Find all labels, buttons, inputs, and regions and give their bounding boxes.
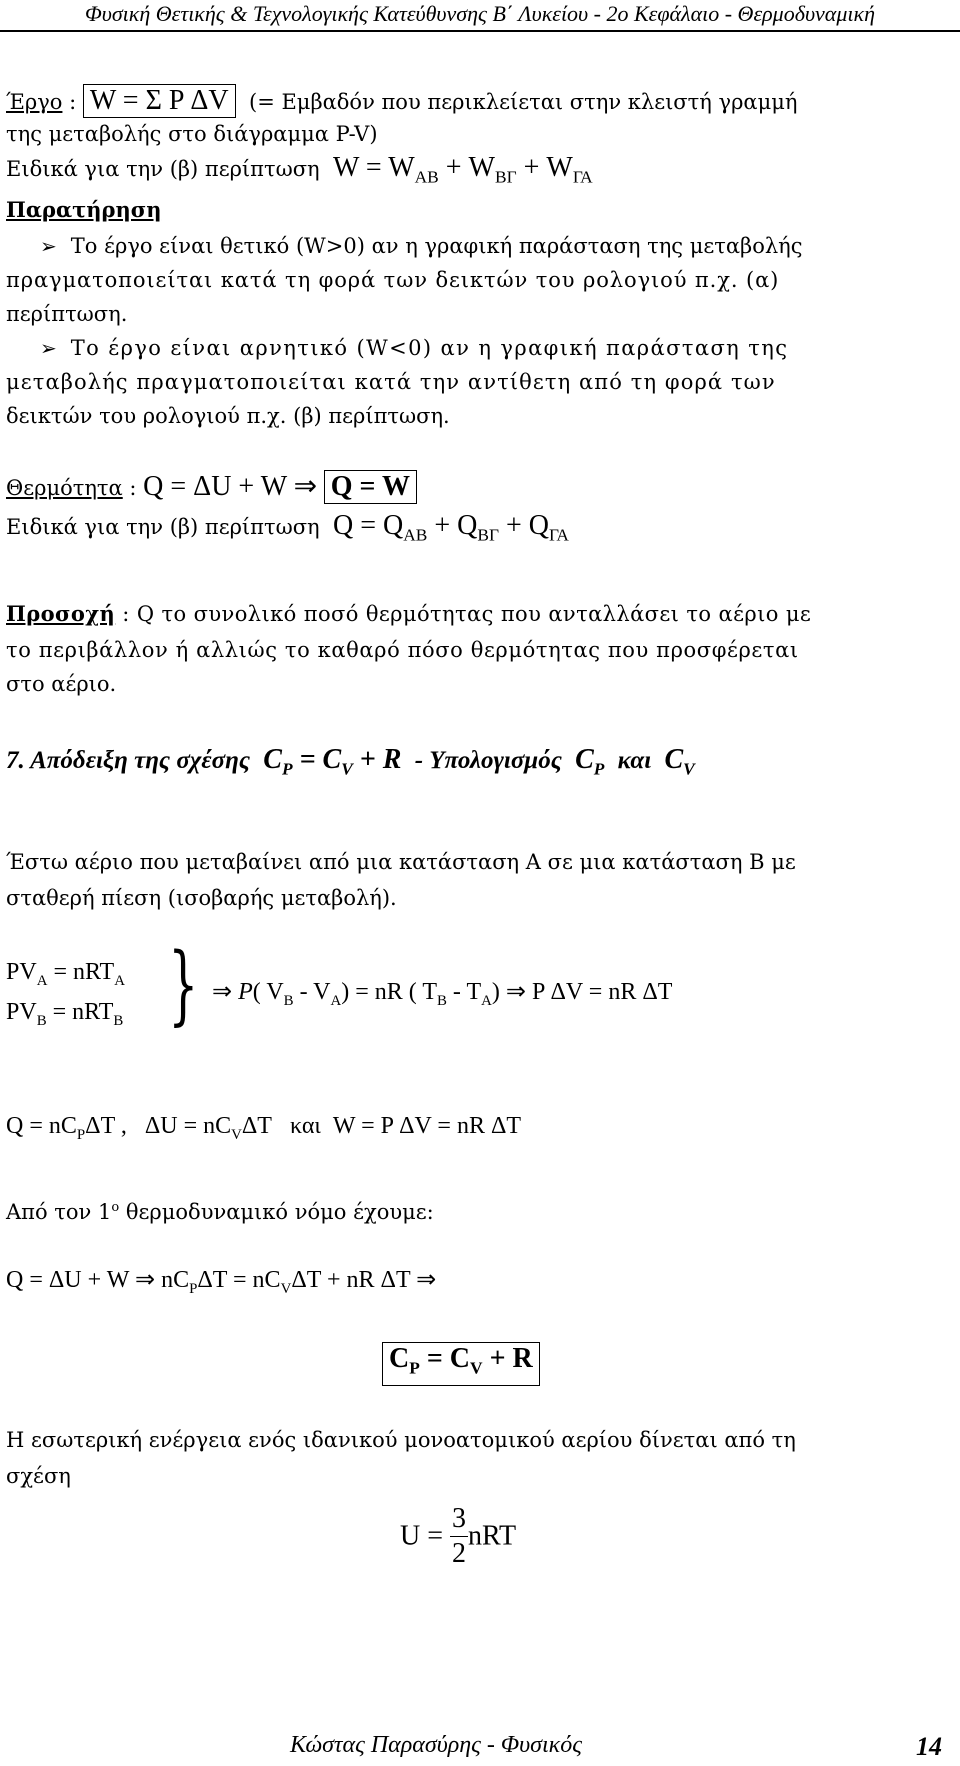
heat-case-b: Ειδικά για την (β) περίπτωση $Q = Q_{AB} + Q_{B\Gamma} + Q_{\Gamma A}$ [6, 510, 569, 545]
observation-b2-l3: δεικτών του ρολογιού π.χ. (β) περίπτωση. [6, 404, 450, 428]
heat-formula: Q = ΔU + W ⇒ [143, 471, 318, 502]
right-brace-icon: } [168, 935, 199, 1035]
section-7-title: 7. Απόδειξη της σχέσης $C_P = C_V + R - \Upsilon\pi o\lambda o\gamma\iota\sigma\mu ό\varsigma$ $C_P$ και $C_V$ [6, 744, 695, 779]
attention-l2: το περιβάλλον ή αλλιώς το καθαρό πόσο θερμότητας που προσφέρεται [6, 638, 799, 662]
work-formula-box: W = Σ P ΔV [83, 84, 236, 118]
page-header: Φυσική Θετικής & Τεχνολογικής Κατεύθυνσης Β΄ Λυκείου - 2ο Κεφάλαιο - Θερμοδυναμική [84, 1, 875, 26]
header-rule [0, 30, 960, 32]
observation-b1-l3: περίπτωση. [6, 302, 128, 326]
eq-state-a: $PV_A = nRT_A$ [6, 959, 125, 989]
observation-bullet-1: ➢ Το έργο είναι θετικό (W>0) αν η γραφική παράσταση της μεταβολής [40, 234, 803, 258]
heat-label: Θερμότητα [6, 476, 123, 500]
observation-bullet-2: ➢ Το έργο είναι αρνητικό (W<0) αν η γραφική παράσταση της [40, 336, 789, 360]
attention-l1: Προσοχή : Q το συνολικό ποσό θερμότητας που ανταλλάσει το αέριο με [6, 601, 812, 626]
eq-first-law: Q = ΔU + W ⇒ $nC_P\Delta T = nC_V\Delta T$ + nR ΔT ⇒ [6, 1267, 437, 1297]
observation-b1-l2: πραγματοποιείται κατά τη φορά των δεικτών του ρολογιού π.χ. (α) [6, 268, 780, 292]
arrow-bullet-icon: ➢ [40, 336, 57, 360]
work-case-b-text: Ειδικά για την (β) περίπτωση [6, 157, 320, 181]
work-line: Έργο : W = Σ P ΔV (= Εμβαδόν που περικλείεται στην κλειστή γραμμή [6, 85, 798, 116]
attention-label: Προσοχή [6, 601, 116, 626]
observation-title: Παρατήρηση [6, 197, 162, 222]
page-number: 14 [916, 1732, 942, 1761]
internal-energy-l1: Η εσωτερική ενέργεια ενός ιδανικού μονοατομικού αερίου δίνεται από τη [6, 1428, 796, 1452]
footer-author: Κώστας Παρασύρης - Φυσικός [290, 1732, 582, 1758]
work-case-b [6, 154, 593, 192]
heat-line: Θερμότητα : Q = ΔU + W ⇒ Q = W [6, 470, 417, 504]
first-law-intro: Από τον $1^o$ θερμοδυναμικό νόμο έχουμε: [6, 1200, 434, 1224]
eq-state-b: $PV_B = nRT_B$ [6, 999, 124, 1029]
work-note-cont: της μεταβολής στο διάγραμμα P-V) [6, 122, 378, 146]
proof-intro-1: Έστω αέριο που μεταβαίνει από μια κατάσταση Α σε μια κατάσταση Β με [6, 850, 796, 874]
observation-b2-l2: μεταβολής πραγματοποιείται κατά την αντίθετη από τη φορά των [6, 370, 776, 394]
heat-boxed-formula: Q = W [324, 470, 417, 504]
internal-energy-l2: σχέση [6, 1464, 71, 1488]
result-formula: $C_P = C_V + R$ [382, 1342, 540, 1386]
internal-energy-formula: U = $\frac{3}{2}$ nRT [400, 1503, 517, 1569]
work-label: Έργο [6, 90, 63, 114]
work-note: (= Εμβαδόν που περικλείεται στην κλειστή γραμμή [249, 90, 798, 114]
proof-intro-2: σταθερή πίεση (ισοβαρής μεταβολή). [6, 886, 397, 910]
work-case-b-formula: $W = W_{AB} + W_{B\Gamma} + W_{\Gamma A}$ [333, 152, 593, 187]
arrow-bullet-icon: ➢ [40, 234, 57, 258]
attention-l3: στο αέριο. [6, 672, 117, 696]
heat-case-b-formula: $Q = Q_{AB} + Q_{B\Gamma} + Q_{\Gamma A}$ [333, 510, 569, 545]
eq-q-du-w: $Q = nC_P\Delta T$ , $\Delta U = nC_V\Delta T$ και W = P ΔV = nR ΔT [6, 1113, 522, 1143]
eq-isobaric-derivation: ⇒ P( $V_B - V_A$) = nR ( $T_B - T_A$) ⇒ P ΔV = nR ΔT [212, 979, 673, 1009]
